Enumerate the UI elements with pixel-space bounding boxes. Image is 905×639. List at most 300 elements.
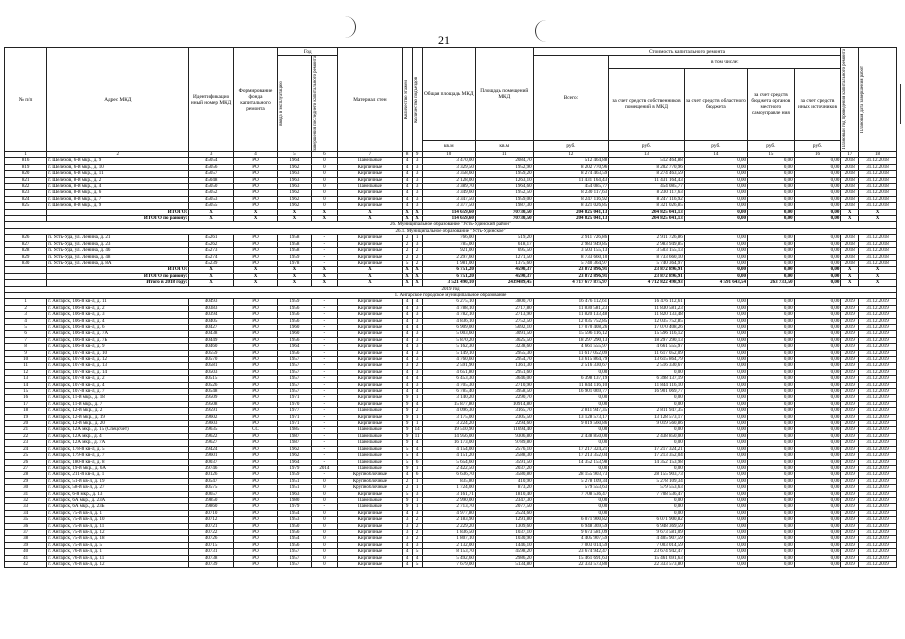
table-cell: 2576,10 <box>475 446 533 452</box>
table-cell: 29 <box>5 478 47 484</box>
table-cell: Кирпичные <box>338 421 402 427</box>
table-cell: 1950 <box>278 523 311 529</box>
table-cell: 2018 <box>841 171 859 177</box>
header-total-cost: Всего: <box>533 56 609 141</box>
table-cell: 31.12.2018 <box>859 248 897 254</box>
table-cell: 2 911 726,86 <box>533 235 609 241</box>
column-number: 2 <box>47 152 189 158</box>
table-cell: 0 <box>311 171 338 177</box>
table-cell: 4 <box>402 472 412 478</box>
table-cell: Кирпичные <box>338 382 402 388</box>
table-cell: 23 872 896,91 <box>533 267 609 273</box>
table-cell: X <box>233 216 277 222</box>
table-cell: 0,00 <box>684 267 747 273</box>
table-cell: 4590,37 <box>475 267 533 273</box>
table-cell: 11 830 581,23 <box>533 305 609 311</box>
table-cell: 0,00 <box>684 216 747 222</box>
table-cell: 5 162,30 <box>422 344 475 350</box>
table-cell: 4590,37 <box>475 273 533 279</box>
header-address: Адрес МКД <box>47 48 189 152</box>
column-number: 1 <box>5 152 47 158</box>
table-cell: 2 <box>402 478 412 484</box>
table-cell: 0,00 <box>748 357 795 363</box>
table-cell: 0,00 <box>748 203 795 209</box>
table-cell: 0,00 <box>748 369 795 375</box>
table-cell: 1958 <box>278 241 311 247</box>
table-cell: 4 154,00 <box>422 446 475 452</box>
table-cell: 40715 <box>189 542 233 548</box>
table-cell: 0,00 <box>748 427 795 433</box>
table-cell: 0,00 <box>794 337 841 343</box>
table-cell: 9789,80 <box>475 440 533 446</box>
table-cell: Кирпичные <box>338 312 402 318</box>
table-cell: 0,00 <box>794 421 841 427</box>
table-cell: 0,00 <box>748 305 795 311</box>
table-cell: - <box>311 401 338 407</box>
table-cell: г. Ангарск, 11-й мкр., д. 7 <box>47 401 189 407</box>
table-cell: 4 <box>412 401 422 407</box>
table-cell: 31.12.2019 <box>859 312 897 318</box>
table-cell: 1956 <box>278 312 311 318</box>
table-cell: 0,00 <box>684 401 747 407</box>
table-cell: 31.12.2019 <box>859 395 897 401</box>
table-cell: 1964 <box>278 344 311 350</box>
table-cell: РО <box>233 395 277 401</box>
table-cell: 31.12.2019 <box>859 446 897 452</box>
table-cell: Кирпичные <box>338 414 402 420</box>
table-cell: 0,00 <box>684 254 747 260</box>
table-cell: 2954,70 <box>475 357 533 363</box>
table-cell: 0,00 <box>748 510 795 516</box>
table-cell: 0,00 <box>684 472 747 478</box>
table-cell: 4 <box>402 190 412 196</box>
table-cell: 0,00 <box>684 395 747 401</box>
table-cell: 0,00 <box>794 453 841 459</box>
table-cell: 2524,60 <box>475 510 533 516</box>
table-cell: 823 <box>5 190 47 196</box>
table-cell: 9 <box>402 497 412 503</box>
table-cell: 8 274 463,59 <box>609 171 685 177</box>
table-cell: 2019 <box>841 446 859 452</box>
table-cell: г. Ангарск, 106-й кв-л, д. 4 <box>47 318 189 324</box>
table-cell: 0,00 <box>748 254 795 260</box>
table-cell: 3580,80 <box>475 472 533 478</box>
table-cell: 12 <box>5 369 47 375</box>
table-cell: 40739 <box>189 562 233 568</box>
table-cell: 10 <box>5 357 47 363</box>
table-cell: 2077,50 <box>475 504 533 510</box>
table-cell: 40570 <box>189 357 233 363</box>
table-cell: 2294,60 <box>475 421 533 427</box>
table-cell: г. Ангарск, 12А мкр., д. 7А <box>47 440 189 446</box>
table-cell: 0,00 <box>609 465 685 471</box>
table-cell: - <box>311 421 338 427</box>
table-cell: 3958,50 <box>475 389 533 395</box>
table-cell: 0 <box>311 491 338 497</box>
table-cell: 0,00 <box>794 389 841 395</box>
table-cell: 3 <box>412 203 422 209</box>
table-cell: 0,00 <box>684 171 747 177</box>
pencil-bracket-mark <box>345 16 356 38</box>
table-cell: 819 <box>5 164 47 170</box>
table-cell: 9 673 581,09 <box>533 529 609 535</box>
table-cell: 0,00 <box>748 529 795 535</box>
table-cell: 19 510,90 <box>422 427 475 433</box>
table-cell: 9 <box>402 395 412 401</box>
table-cell: 1810,40 <box>475 491 533 497</box>
table-cell: 0,00 <box>794 357 841 363</box>
table-cell: РО <box>233 421 277 427</box>
table-cell: г. Ангарск, 58-й кв-л, д. 27 <box>47 485 189 491</box>
table-cell: 3 <box>402 523 412 529</box>
table-cell: X <box>233 267 277 273</box>
table-cell: 16 901 069,77 <box>609 389 685 395</box>
table-cell: РО <box>233 344 277 350</box>
table-cell: 40 <box>5 549 47 555</box>
table-cell: 26 <box>5 459 47 465</box>
table-cell: 40712 <box>189 517 233 523</box>
table-cell: 3625,50 <box>475 337 533 343</box>
table-cell: - <box>311 453 338 459</box>
table-cell: 0,00 <box>684 312 747 318</box>
unit-rub: руб. <box>748 140 795 151</box>
table-cell: 23 872 896,91 <box>609 267 685 273</box>
table-cell: Кирпичные <box>338 305 402 311</box>
table-cell: 2018 <box>841 254 859 260</box>
table-cell: 4 <box>402 562 412 568</box>
header-other-funds: за счет средств иных источников <box>794 69 841 141</box>
table-cell: 1957 <box>278 357 311 363</box>
table-cell: 1 724,00 <box>422 485 475 491</box>
table-cell: 40037 <box>189 459 233 465</box>
table-cell: 45054 <box>189 158 233 164</box>
table-cell: 1291,80 <box>475 517 533 523</box>
table-cell: 31.12.2019 <box>859 427 897 433</box>
table-cell: 8 321 026,85 <box>533 203 609 209</box>
table-cell: X <box>233 280 277 286</box>
table-cell: 1959,20 <box>475 171 533 177</box>
table-cell: 0,00 <box>794 177 841 183</box>
table-cell: г. Ангарск, 106-й кв-л, д. 9 <box>47 344 189 350</box>
table-cell: 17 <box>5 401 47 407</box>
table-cell: 1959,00 <box>475 196 533 202</box>
table-cell: 0,00 <box>794 542 841 548</box>
table-cell: Кирпичные <box>338 376 402 382</box>
table-cell: 22 333 573,80 <box>609 562 685 568</box>
table-cell: 0,00 <box>684 299 747 305</box>
table-cell: 816 <box>5 158 47 164</box>
table-cell: 1957 <box>278 555 311 561</box>
table-cell: 5134,80 <box>475 562 533 568</box>
table-cell: Кирпичные <box>338 562 402 568</box>
table-cell: 0,00 <box>684 542 747 548</box>
table-cell: 0,00 <box>794 523 841 529</box>
table-cell: 0,00 <box>684 177 747 183</box>
table-cell: 6 071 900,82 <box>609 517 685 523</box>
table-cell: 2019 <box>841 478 859 484</box>
table-cell: 0,00 <box>684 209 747 215</box>
table-cell: 6 398 137,19 <box>609 376 685 382</box>
table-cell: РО <box>233 177 277 183</box>
table-cell: Кирпичные <box>338 363 402 369</box>
table-cell: 0,00 <box>684 369 747 375</box>
table-cell: 0,00 <box>684 440 747 446</box>
table-cell: 4 <box>402 350 412 356</box>
table-cell: РО <box>233 337 277 343</box>
table-cell: 25 <box>5 453 47 459</box>
table-cell: 1 807,10 <box>422 536 475 542</box>
table-cell: 31.12.2019 <box>859 318 897 324</box>
table-cell: 0,00 <box>684 350 747 356</box>
table-cell: 0,00 <box>748 184 795 190</box>
table-cell: 0,00 <box>794 184 841 190</box>
table-cell: 2019 <box>841 363 859 369</box>
table-cell: 4 096,30 <box>422 408 475 414</box>
table-cell: 2014 <box>311 465 338 471</box>
table-cell: 1954 <box>278 536 311 542</box>
table-cell: 0,00 <box>794 318 841 324</box>
table-cell: 2019 <box>841 337 859 343</box>
table-cell: 18 297 290,13 <box>533 337 609 343</box>
table-cell: РО <box>233 408 277 414</box>
table-cell: 0,00 <box>748 465 795 471</box>
table-cell: 0 <box>311 555 338 561</box>
table-cell: 31.12.2018 <box>859 184 897 190</box>
table-cell: 6 275,10 <box>422 299 475 305</box>
table-cell: 17 070 408,26 <box>609 324 685 330</box>
table-cell: X <box>841 216 859 222</box>
table-cell: РО <box>233 465 277 471</box>
table-cell: 2018 <box>841 164 859 170</box>
table-cell: - <box>311 324 338 330</box>
table-cell: 38 <box>5 536 47 542</box>
table-cell: п. Усть-Уда, ул. Ленина, д. 48 <box>47 254 189 260</box>
table-cell: 1963 <box>278 184 311 190</box>
header-year-built: ввода в эксплуатацию <box>278 56 311 152</box>
table-cell: РО <box>233 562 277 568</box>
table-cell: 3 <box>402 529 412 535</box>
table-cell: 3 <box>412 241 422 247</box>
table-cell: 2018 <box>841 184 859 190</box>
table-cell: 2 <box>402 241 412 247</box>
table-cell: - <box>311 382 338 388</box>
table-cell: 0,00 <box>748 446 795 452</box>
table-cell: 0,00 <box>794 491 841 497</box>
table-cell: РО <box>233 414 277 420</box>
table-cell: 0,00 <box>794 510 841 516</box>
table-cell: 0 <box>311 529 338 535</box>
table-cell: 0,00 <box>794 216 841 222</box>
table-cell: 31.12.2019 <box>859 389 897 395</box>
table-cell: РО <box>233 203 277 209</box>
table-cell: г. Ангарск, 179-й кв-л, д. 7 <box>47 453 189 459</box>
table-cell: 1957 <box>278 376 311 382</box>
table-cell: 22 <box>5 433 47 439</box>
table-cell: 2290,70 <box>475 395 533 401</box>
table-cell: 0,00 <box>748 158 795 164</box>
table-cell: 0,00 <box>748 549 795 555</box>
table-cell: РО <box>233 517 277 523</box>
table-cell: 2 <box>402 254 412 260</box>
table-cell: 45052 <box>189 190 233 196</box>
table-cell: 13 615 864,79 <box>533 357 609 363</box>
table-cell: 40515 <box>189 376 233 382</box>
table-cell: 4 760,60 <box>422 357 475 363</box>
table-cell: 3091,50 <box>475 331 533 337</box>
table-cell: п. Усть-Уда, ул. Ленина, д. 21 <box>47 235 189 241</box>
table-cell: 3 224,20 <box>422 421 475 427</box>
table-cell: 2018 <box>841 196 859 202</box>
table-cell: 1962 <box>278 196 311 202</box>
table-cell: 4 591 643,54 <box>684 280 747 286</box>
column-number: 3 <box>189 152 233 158</box>
table-cell: РО <box>233 504 277 510</box>
table-row <box>5 562 897 568</box>
table-cell: 1987 <box>278 440 311 446</box>
table-cell: г. Шелехов, 8-й мкр., д. 2 <box>47 177 189 183</box>
table-cell: 0,00 <box>794 478 841 484</box>
table-cell: 0,00 <box>748 241 795 247</box>
table-cell: 17 217 324,21 <box>609 446 685 452</box>
table-cell: 6 <box>5 331 47 337</box>
table-cell: 4 <box>412 324 422 330</box>
table-cell: 0,00 <box>684 324 747 330</box>
table-cell: 40126 <box>189 472 233 478</box>
table-cell: 21 <box>5 427 47 433</box>
table-cell: РО <box>233 350 277 356</box>
unit-area: кв.м <box>475 140 533 151</box>
table-cell: - <box>311 446 338 452</box>
table-cell: 2019 <box>841 510 859 516</box>
table-cell: 2019 <box>841 357 859 363</box>
table-cell: 0,00 <box>794 344 841 350</box>
table-cell: 40721 <box>189 523 233 529</box>
table-cell: 45057 <box>189 171 233 177</box>
table-cell: 31.12.2019 <box>859 324 897 330</box>
table-cell: 23 674 942,47 <box>609 549 685 555</box>
table-cell: 0,00 <box>794 203 841 209</box>
table-cell: 0,00 <box>794 427 841 433</box>
table-cell: 0,00 <box>794 446 841 452</box>
table-cell: 24 <box>5 446 47 452</box>
table-cell: 0,00 <box>533 465 609 471</box>
table-cell: 0,00 <box>794 369 841 375</box>
table-cell: 0,00 <box>684 164 747 170</box>
table-cell: 0,00 <box>748 395 795 401</box>
table-cell: 3 503 155,13 <box>533 248 609 254</box>
table-cell: 0,00 <box>748 491 795 497</box>
table-cell: 9 <box>402 408 412 414</box>
table-cell: 4 <box>402 203 412 209</box>
table-cell: г. Ангарск, 6А мкр., д. 23Б <box>47 504 189 510</box>
table-cell: 4 788,10 <box>422 305 475 311</box>
table-cell: Кирпичные <box>338 331 402 337</box>
table-cell: 0,00 <box>748 536 795 542</box>
table-cell: Кирпичные <box>338 555 402 561</box>
table-cell: 6 948 369,59 <box>609 523 685 529</box>
table-cell: 31.12.2018 <box>859 235 897 241</box>
table-cell: 2 <box>412 260 422 266</box>
table-cell: 1959 <box>278 472 311 478</box>
table-cell: 8 202 770,96 <box>533 164 609 170</box>
table-cell: 23 674 942,47 <box>533 549 609 555</box>
table-cell: 5 492,60 <box>422 555 475 561</box>
table-cell: 0,00 <box>748 171 795 177</box>
table-cell: 7 003 014,59 <box>533 542 609 548</box>
table-cell: 0,00 <box>794 459 841 465</box>
table-cell: 2019 <box>841 465 859 471</box>
table-cell: 1956 <box>278 350 311 356</box>
table-cell: г. Шелехов, 6-й мкр., д. 9 <box>47 158 189 164</box>
table-cell: 6 453,30 <box>422 376 475 382</box>
table-cell: 40548 <box>189 389 233 395</box>
table-cell: Кирпичные <box>338 517 402 523</box>
column-number: 9 <box>412 152 422 158</box>
table-cell: 0,00 <box>794 440 841 446</box>
table-cell: Кирпичные <box>338 324 402 330</box>
table-cell: 2 <box>412 529 422 535</box>
table-cell: 19 <box>5 414 47 420</box>
table-cell: г. Шелехов, 8-й мкр., д. 6 <box>47 190 189 196</box>
table-cell: 2 <box>412 254 422 260</box>
table-cell: 0,00 <box>794 324 841 330</box>
table-cell: 0,00 <box>794 190 841 196</box>
table-cell: 40438 <box>189 331 233 337</box>
table-cell: 13 <box>5 376 47 382</box>
section-title: 26.1. Муниципальное образование "Усть-Удинское" <box>5 228 897 234</box>
table-cell: 0,00 <box>748 389 795 395</box>
table-cell: 5 278 109,34 <box>609 478 685 484</box>
table-cell: 0,00 <box>748 260 795 266</box>
table-cell: Панельные <box>338 408 402 414</box>
table-cell: г. Шелехов, 8-й мкр., д. 4 <box>47 184 189 190</box>
table-cell: - <box>311 305 338 311</box>
table-cell: 4 <box>412 446 422 452</box>
table-cell: 17 070 408,26 <box>533 324 609 330</box>
table-cell: Кирпичные <box>338 395 402 401</box>
table-cell: 0,00 <box>684 196 747 202</box>
table-cell: 11 431 164,43 <box>533 177 609 183</box>
table-cell: Кирпичные <box>338 491 402 497</box>
table-cell: 16 <box>5 395 47 401</box>
table-cell: Кирпичные <box>338 549 402 555</box>
table-cell: 6 <box>412 459 422 465</box>
table-cell: Кирпичные <box>338 369 402 375</box>
table-cell: 8 321 026,85 <box>609 203 685 209</box>
table-cell: 31.12.2019 <box>859 529 897 535</box>
table-cell: 766,00 <box>422 235 475 241</box>
table-cell: Кирпичные <box>338 389 402 395</box>
table-cell: X <box>859 273 897 279</box>
table-cell: Кирпичные <box>338 254 402 260</box>
table-cell: X <box>311 273 338 279</box>
table-cell: 2 <box>412 408 422 414</box>
table-cell: Кирпичные <box>338 299 402 305</box>
table-cell: п. Усть-Уда, ул. Ленина, д. 23 <box>47 241 189 247</box>
table-cell: 40394 <box>189 312 233 318</box>
table-cell: 31.12.2019 <box>859 331 897 337</box>
table-cell: Панельные <box>338 504 402 510</box>
table-cell: 0,00 <box>794 472 841 478</box>
table-cell: г. Ангарск, 211-й кв-л, д. 1 <box>47 472 189 478</box>
table-cell: 9 <box>402 465 412 471</box>
table-cell: г. Ангарск, 6А мкр., д. 23А <box>47 497 189 503</box>
table-cell: 8 <box>5 344 47 350</box>
table-cell: 3 <box>412 510 422 516</box>
table-cell: г. Ангарск, 75-й кв-л, д. 10 <box>47 517 189 523</box>
table-cell: 0,00 <box>794 465 841 471</box>
column-number: 16 <box>794 152 841 158</box>
